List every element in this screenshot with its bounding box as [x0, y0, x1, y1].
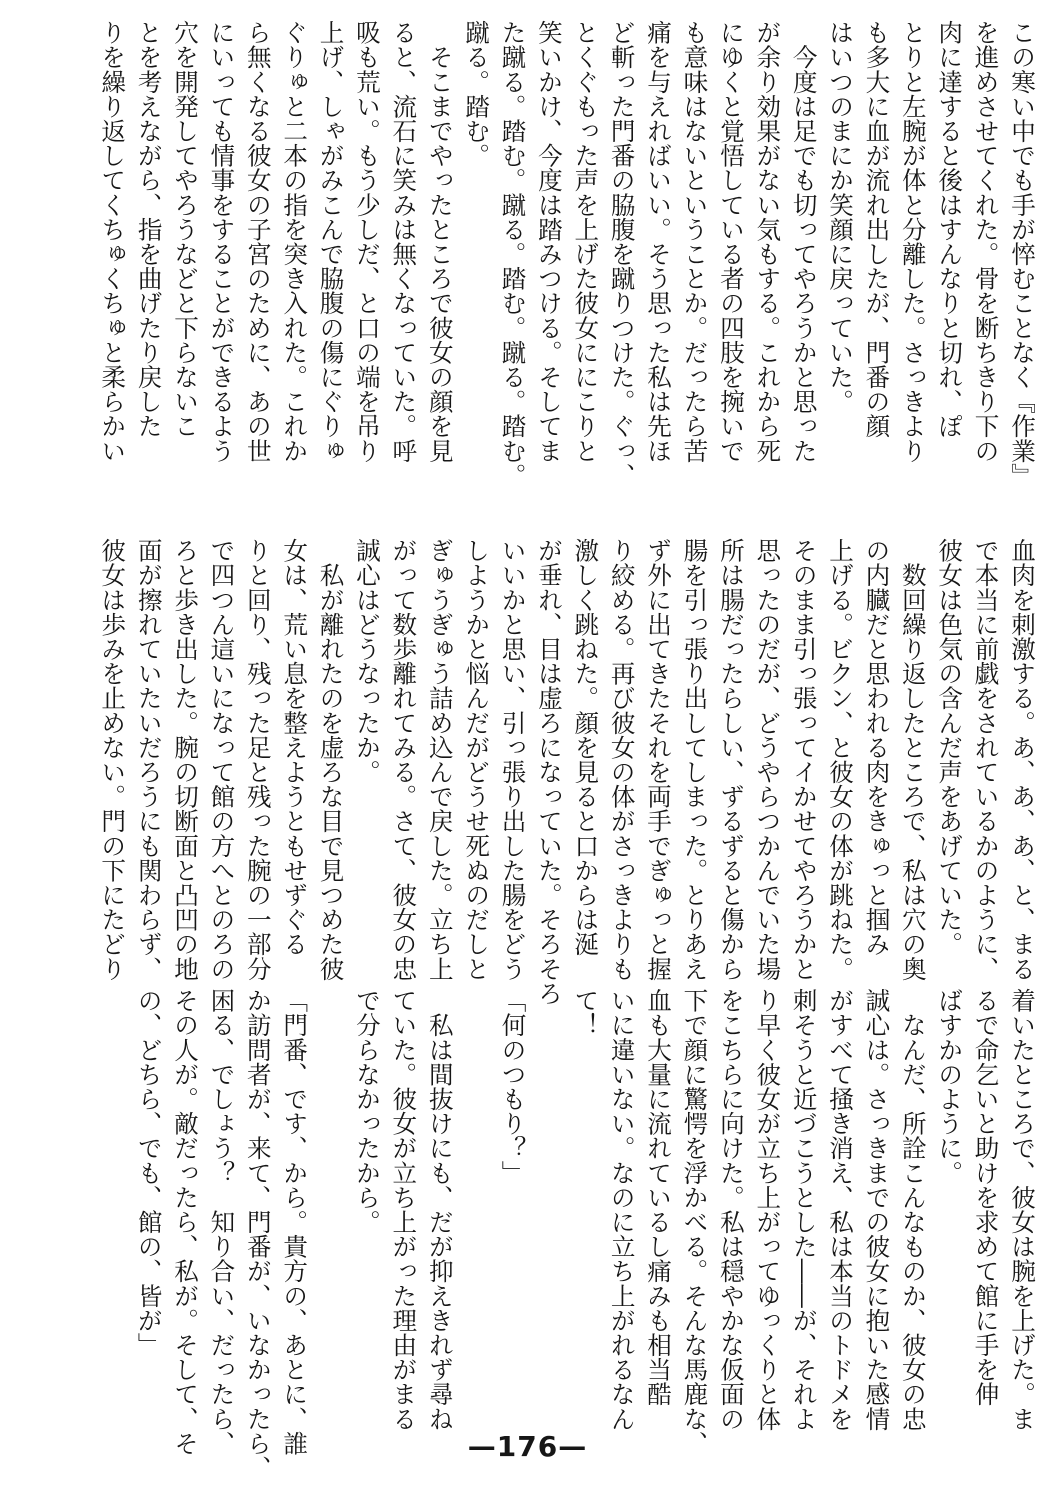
text-column: 所は腸だったらしい、ずるずると傷から: [716, 538, 746, 981]
text-column: 思ったのだが、どうやらつかんでいた場: [753, 538, 783, 981]
text-column: 吸も荒い。もう少しだ、と口の端を吊り: [352, 20, 382, 463]
text-column: り早く彼女が立ち上がってゆっくりと体: [753, 988, 783, 1431]
text-column: 誠心はどうなったか。: [352, 538, 382, 784]
text-column: 彼女は歩みを止めない。門の下にたどり: [98, 538, 128, 981]
text-column: 私は間抜けにも、だが抑えきれず尋ね: [425, 988, 455, 1431]
text-column: 血も大量に流れているし痛みも相当酷: [644, 988, 674, 1407]
text-column: 今度は足でも切ってやろうかと思った: [789, 20, 819, 463]
text-column: て！: [571, 988, 601, 1038]
text-column: 血肉を刺激する。あ、あ、あ、と、まる: [1008, 538, 1037, 981]
text-column: ぎゅうぎゅう詰め込んで戻した。立ち上: [425, 538, 455, 981]
text-column: 上げ、しゃがみこんで脇腹の傷にぐりゅ: [316, 20, 346, 463]
text-column: か訪問者が、来て、門番が、いなかったら、: [243, 988, 273, 1480]
text-column: 誠心は。さっきまでの彼女に抱いた感情: [862, 988, 892, 1431]
text-column: をこちらに向けた。私は穏やかな仮面の: [716, 988, 746, 1431]
text-column: も意味はないということか。だったら苦: [680, 20, 710, 463]
text-block-middle: [94, 538, 1040, 1006]
text-column: の内臓だと思われる肉をきゅっと掴み: [862, 538, 892, 957]
text-column: 「何のつもり？」: [498, 988, 528, 1185]
text-block-top: [94, 20, 1040, 515]
text-column: りと回り、残った足と残った腕の一部分: [243, 538, 273, 981]
text-column: 笑いかけ、今度は踏みつける。そしてま: [534, 20, 564, 463]
text-column: 下で顔に驚愕を浮かべる。そんな馬鹿な、: [680, 988, 710, 1456]
text-column: 穴を開発してやろうなどと下らないこ: [171, 20, 201, 439]
text-column: そこまでやったところで彼女の顔を見: [425, 20, 455, 463]
text-column: ばすかのように。: [935, 988, 965, 1185]
text-column: なんだ、所詮こんなものか、彼女の忠: [898, 988, 928, 1431]
text-column: で分らなかったから。: [352, 988, 382, 1234]
text-column: が余り効果がない気もする。これから死: [753, 20, 783, 463]
text-column: にゆくと覚悟している者の四肢を捥いで: [716, 20, 746, 463]
text-column: [531, 988, 567, 1418]
text-column: いいかと思い、引っ張り出した腸をどう: [498, 538, 528, 981]
text-column: 刺そうと近づこうとした――が、それよ: [789, 988, 819, 1431]
page-number: —176—: [467, 1430, 588, 1463]
text-column: [458, 988, 494, 1418]
text-column: 腸を引っ張り出してしまった。とりあえ: [680, 538, 710, 981]
text-column: 数回繰り返したところで、私は穴の奥: [898, 538, 928, 981]
text-column: 困る、でしょう？ 知り合い、だったら、: [207, 988, 237, 1456]
text-column: 肉に達すると後はすんなりと切れ、ぽ: [935, 20, 965, 439]
text-column: ていた。彼女が立ち上がった理由がまる: [389, 988, 419, 1431]
text-column: いに違いない。なのに立ち上がれるなん: [607, 988, 637, 1431]
text-column: にいっても情事をすることができるよう: [207, 20, 237, 463]
text-column: も多大に血が流れ出したが、門番の顔: [862, 20, 892, 439]
text-column: しようかと悩んだがどうせ死ぬのだしと: [462, 538, 492, 981]
text-column: 面が擦れていたいだろうにも関わらず、: [134, 538, 164, 981]
text-column: の、どちら、でも、館の、皆が」: [134, 988, 164, 1357]
text-column: た蹴る。踏む。蹴る。踏む。蹴る。踏む。: [498, 20, 528, 488]
text-column: とくぐもった声を上げた彼女ににこりと: [571, 20, 601, 463]
text-column: はいつのまにか笑顔に戻っていた。: [826, 20, 856, 414]
text-column: その人が。敵だったら、私が。そして、そ: [171, 988, 201, 1456]
text-column: 「門番、です、から。貴方の、あとに、誰: [280, 988, 310, 1456]
text-column: がすべて掻き消え、私は本当のトドメを: [826, 988, 856, 1431]
text-column: 痛を与えればいい。そう思った私は先ほ: [644, 20, 674, 463]
text-column: 彼女は色気の含んだ声をあげていた。: [935, 538, 965, 957]
text-column: 私が離れたのを虚ろな目で見つめた彼: [316, 538, 346, 981]
text-column: が垂れ、目は虚ろになっていた。そろそろ: [534, 538, 564, 1006]
text-column: を進めさせてくれた。骨を断ちきり下の: [971, 20, 1001, 463]
text-column: 着いたところで、彼女は腕を上げた。ま: [1008, 988, 1037, 1431]
text-column: がって数歩離れてみる。さて、彼女の忠: [389, 538, 419, 981]
text-column: り絞める。再び彼女の体がさっきよりも: [607, 538, 637, 981]
text-column: で本当に前戯をされているかのように、: [971, 538, 1001, 981]
text-column: とを考えながら、指を曲げたり戻した: [134, 20, 164, 439]
text-column: 上げる。ビクン、と彼女の体が跳ねた。: [826, 538, 856, 981]
text-column: 女は、荒い息を整えようともせずぐる: [280, 538, 310, 957]
text-column: ら無くなる彼女の子宮のために、あの世: [243, 20, 273, 463]
text-column: 蹴る。踏む。: [462, 20, 492, 168]
text-column: この寒い中でも手が悴むことなく『作業』: [1008, 20, 1037, 488]
text-column: ず外に出てきたそれを両手でぎゅっと握: [644, 538, 674, 981]
text-column: 激しく跳ねた。顔を見ると口からは涎: [571, 538, 601, 957]
text-column: [312, 988, 348, 1418]
text-column: そのまま引っ張ってイかせてやろうかと: [789, 538, 819, 981]
text-column: ど斬った門番の脇腹を蹴りつけた。ぐっ、: [607, 20, 637, 488]
text-column: ぐりゅと二本の指を突き入れた。これか: [280, 20, 310, 463]
text-column: ると、流石に笑みは無くなっていた。呼: [389, 20, 419, 463]
text-column: とりと左腕が体と分離した。さっきより: [898, 20, 928, 463]
text-column: ろと歩き出した。腕の切断面と凸凹の地: [171, 538, 201, 981]
text-column: で四つん這いになって館の方へとのろの: [207, 538, 237, 981]
text-column: りを繰り返してくちゅくちゅと柔らかい: [98, 20, 128, 463]
text-column: るで命乞いと助けを求めて館に手を伸: [971, 988, 1001, 1407]
